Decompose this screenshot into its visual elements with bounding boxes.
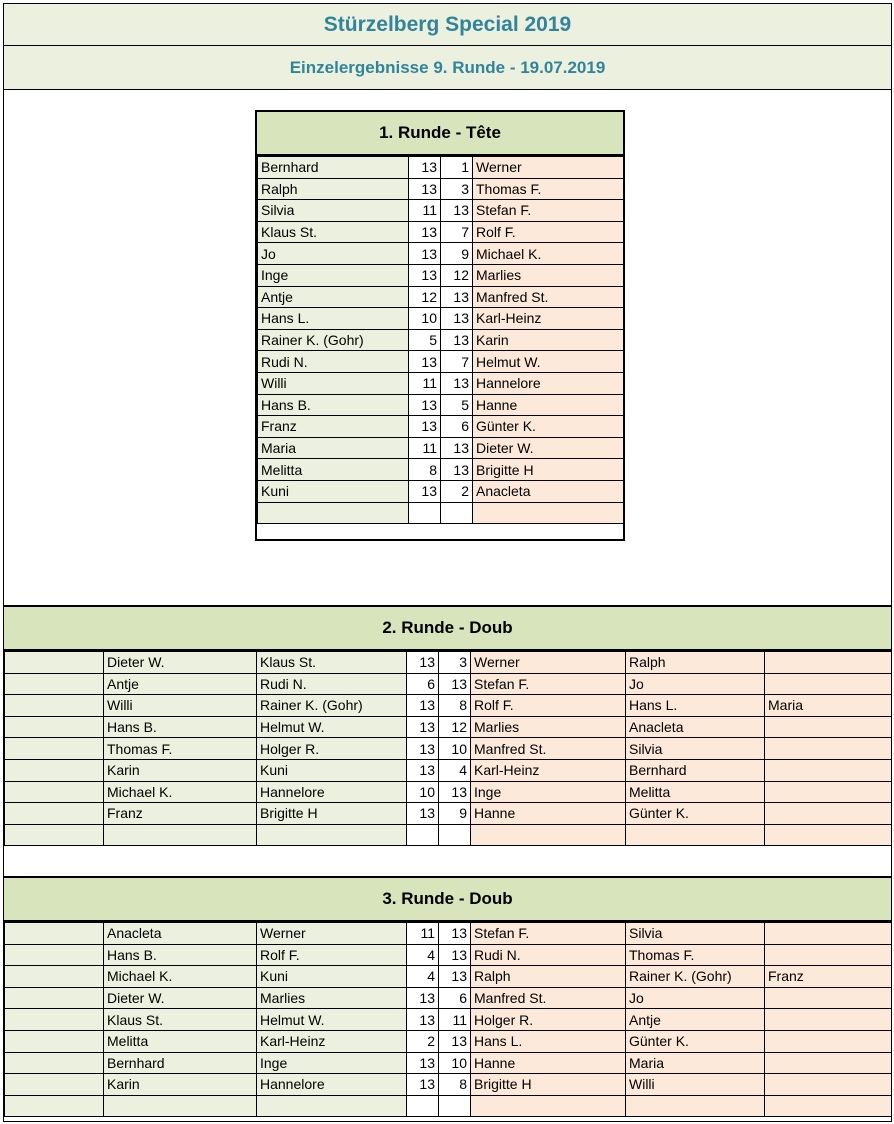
- team-right-player-1: Hans L.: [471, 1030, 626, 1052]
- team-left-player-1: Bernhard: [104, 1052, 257, 1074]
- table-row: [5, 987, 892, 1009]
- team-left-player-2: Werner: [257, 923, 407, 945]
- table-row: [258, 502, 624, 524]
- team-right-player-2: Melitta: [626, 781, 765, 803]
- team-left-extra: [5, 987, 104, 1009]
- player-right: Hannelore: [473, 372, 624, 394]
- team-right-player-1: Stefan F.: [471, 923, 626, 945]
- team-right-player-2: Antje: [626, 1009, 765, 1031]
- player-left: Inge: [258, 264, 409, 286]
- team-right-player-2: Hans L.: [626, 695, 765, 717]
- score-left: 13: [407, 1009, 439, 1031]
- score-left: 13: [407, 716, 439, 738]
- table-row: [258, 394, 624, 416]
- score-left: 8: [409, 459, 441, 481]
- table-row: [258, 329, 624, 351]
- table-row: [258, 372, 624, 394]
- player-right: [473, 502, 624, 524]
- team-right-player-1: Manfred St.: [471, 987, 626, 1009]
- team-left-extra: [5, 1074, 104, 1096]
- score-left: 13: [407, 803, 439, 825]
- team-right-player-3: [765, 738, 892, 760]
- score-left: 11: [409, 437, 441, 459]
- table-row: [258, 437, 624, 459]
- team-right-player-3: [765, 1030, 892, 1052]
- team-right-player-1: Brigitte H: [471, 1074, 626, 1096]
- round3-table: [4, 922, 892, 1117]
- table-row: [5, 1009, 892, 1031]
- team-left-player-1: Dieter W.: [104, 652, 257, 674]
- team-right-player-2: Günter K.: [626, 803, 765, 825]
- table-row: [258, 178, 624, 200]
- player-right: Brigitte H: [473, 459, 624, 481]
- team-right-player-2: Thomas F.: [626, 944, 765, 966]
- player-left: Rainer K. (Gohr): [258, 329, 409, 351]
- score-left: 13: [407, 759, 439, 781]
- team-right-player-3: [765, 1074, 892, 1096]
- score-right: 11: [439, 1009, 471, 1031]
- player-right: Thomas F.: [473, 178, 624, 200]
- team-right-player-3: [765, 1052, 892, 1074]
- team-left-player-1: [104, 824, 257, 846]
- score-right: [441, 502, 473, 524]
- score-right: [439, 824, 471, 846]
- table-row: [5, 738, 892, 760]
- table-row: [5, 673, 892, 695]
- team-left-extra: [5, 738, 104, 760]
- team-left-player-1: Hans B.: [104, 944, 257, 966]
- team-left-extra: [5, 944, 104, 966]
- table-row: [258, 459, 624, 481]
- team-left-extra: [5, 1052, 104, 1074]
- table-row: [5, 695, 892, 717]
- table-row: [258, 221, 624, 243]
- score-right: 7: [441, 221, 473, 243]
- score-right: 8: [439, 695, 471, 717]
- team-right-player-2: Bernhard: [626, 759, 765, 781]
- team-right-player-3: [765, 944, 892, 966]
- team-left-player-2: Brigitte H: [257, 803, 407, 825]
- team-right-player-1: Werner: [471, 652, 626, 674]
- score-left: 11: [409, 200, 441, 222]
- team-left-player-1: Karin: [104, 759, 257, 781]
- score-right: 13: [441, 308, 473, 330]
- table-row: [258, 416, 624, 438]
- player-left: [258, 502, 409, 524]
- score-right: 12: [441, 264, 473, 286]
- score-left: 13: [407, 987, 439, 1009]
- team-right-player-2: Silvia: [626, 738, 765, 760]
- team-left-extra: [5, 716, 104, 738]
- score-right: 3: [439, 652, 471, 674]
- table-row: [5, 966, 892, 988]
- team-left-player-2: Helmut W.: [257, 716, 407, 738]
- team-left-extra: [5, 803, 104, 825]
- player-right: Karin: [473, 329, 624, 351]
- table-row: [5, 1095, 892, 1117]
- score-left: 2: [407, 1030, 439, 1052]
- table-row: [5, 1030, 892, 1052]
- round2-table: [4, 651, 892, 846]
- score-left: 10: [407, 781, 439, 803]
- team-left-extra: [5, 923, 104, 945]
- team-left-player-2: Holger R.: [257, 738, 407, 760]
- score-left: 13: [409, 221, 441, 243]
- score-left: 13: [407, 1074, 439, 1096]
- score-right: 10: [439, 738, 471, 760]
- team-left-player-1: Willi: [104, 695, 257, 717]
- score-left: 6: [407, 673, 439, 695]
- score-right: 9: [441, 243, 473, 265]
- score-left: [409, 502, 441, 524]
- player-right: Karl-Heinz: [473, 308, 624, 330]
- score-left: 13: [409, 178, 441, 200]
- team-left-player-2: Marlies: [257, 987, 407, 1009]
- score-right: 13: [441, 286, 473, 308]
- table-row: [5, 1074, 892, 1096]
- team-right-player-2: Willi: [626, 1074, 765, 1096]
- team-right-player-1: Karl-Heinz: [471, 759, 626, 781]
- player-left: Ralph: [258, 178, 409, 200]
- team-left-player-2: Rudi N.: [257, 673, 407, 695]
- score-right: 13: [439, 966, 471, 988]
- team-right-player-3: [765, 824, 892, 846]
- round1-table: [257, 156, 624, 524]
- player-right: Anacleta: [473, 480, 624, 502]
- team-left-player-1: Melitta: [104, 1030, 257, 1052]
- table-row: [258, 308, 624, 330]
- team-left-extra: [5, 824, 104, 846]
- score-right: 2: [441, 480, 473, 502]
- team-right-player-1: [471, 824, 626, 846]
- team-left-extra: [5, 673, 104, 695]
- team-left-player-1: [104, 1095, 257, 1117]
- team-left-extra: [5, 759, 104, 781]
- team-left-player-2: Hannelore: [257, 781, 407, 803]
- score-right: 6: [439, 987, 471, 1009]
- team-right-player-2: [626, 824, 765, 846]
- player-left: Willi: [258, 372, 409, 394]
- team-right-player-1: [471, 1095, 626, 1117]
- player-left: Silvia: [258, 200, 409, 222]
- results-sheet: [3, 3, 892, 1122]
- score-left: 13: [407, 738, 439, 760]
- player-left: Kuni: [258, 480, 409, 502]
- team-left-player-1: Franz: [104, 803, 257, 825]
- page-subtitle: Einzelergebnisse 9. Runde - 19.07.2019: [4, 46, 891, 90]
- team-right-player-1: Rudi N.: [471, 944, 626, 966]
- score-right: 3: [441, 178, 473, 200]
- score-right: 13: [441, 437, 473, 459]
- team-left-player-2: Rolf F.: [257, 944, 407, 966]
- player-right: Werner: [473, 157, 624, 179]
- score-left: 13: [409, 157, 441, 179]
- team-left-extra: [5, 1009, 104, 1031]
- round2-title: 2. Runde - Doub: [4, 605, 891, 651]
- team-right-player-3: [765, 803, 892, 825]
- table-row: [258, 351, 624, 373]
- player-left: Bernhard: [258, 157, 409, 179]
- score-left: [407, 824, 439, 846]
- score-right: 5: [441, 394, 473, 416]
- score-left: 12: [409, 286, 441, 308]
- score-left: 13: [407, 652, 439, 674]
- player-right: Günter K.: [473, 416, 624, 438]
- score-right: 7: [441, 351, 473, 373]
- score-right: 8: [439, 1074, 471, 1096]
- table-row: [258, 243, 624, 265]
- team-right-player-1: Hanne: [471, 803, 626, 825]
- round3-title: 3. Runde - Doub: [4, 876, 891, 922]
- team-right-player-2: Ralph: [626, 652, 765, 674]
- score-right: 13: [439, 1030, 471, 1052]
- score-left: 13: [409, 264, 441, 286]
- team-right-player-1: Stefan F.: [471, 673, 626, 695]
- score-left: 13: [409, 394, 441, 416]
- team-left-player-2: Karl-Heinz: [257, 1030, 407, 1052]
- player-right: Manfred St.: [473, 286, 624, 308]
- team-right-player-3: [765, 716, 892, 738]
- score-right: 13: [439, 673, 471, 695]
- team-left-player-1: Michael K.: [104, 781, 257, 803]
- team-right-player-3: [765, 1009, 892, 1031]
- team-left-player-2: Helmut W.: [257, 1009, 407, 1031]
- team-left-player-2: [257, 1095, 407, 1117]
- score-left: 4: [407, 966, 439, 988]
- score-right: 6: [441, 416, 473, 438]
- score-right: 12: [439, 716, 471, 738]
- player-left: Rudi N.: [258, 351, 409, 373]
- team-right-player-1: Manfred St.: [471, 738, 626, 760]
- player-left: Antje: [258, 286, 409, 308]
- team-right-player-3: [765, 923, 892, 945]
- team-right-player-1: Marlies: [471, 716, 626, 738]
- table-row: [5, 652, 892, 674]
- player-left: Jo: [258, 243, 409, 265]
- team-right-player-3: [765, 652, 892, 674]
- table-row: [5, 781, 892, 803]
- team-right-player-1: Rolf F.: [471, 695, 626, 717]
- player-right: Michael K.: [473, 243, 624, 265]
- score-left: 4: [407, 944, 439, 966]
- table-row: [258, 480, 624, 502]
- score-right: [439, 1095, 471, 1117]
- table-row: [258, 200, 624, 222]
- team-right-player-2: [626, 1095, 765, 1117]
- score-right: 13: [441, 329, 473, 351]
- team-left-extra: [5, 695, 104, 717]
- player-right: Stefan F.: [473, 200, 624, 222]
- table-row: [5, 759, 892, 781]
- player-right: Hanne: [473, 394, 624, 416]
- team-left-extra: [5, 652, 104, 674]
- score-right: 13: [439, 944, 471, 966]
- team-left-extra: [5, 966, 104, 988]
- team-left-player-1: Karin: [104, 1074, 257, 1096]
- table-row: [258, 157, 624, 179]
- team-right-player-3: [765, 987, 892, 1009]
- score-left: 13: [409, 243, 441, 265]
- player-right: Rolf F.: [473, 221, 624, 243]
- team-right-player-1: Holger R.: [471, 1009, 626, 1031]
- team-left-player-2: Inge: [257, 1052, 407, 1074]
- team-left-extra: [5, 781, 104, 803]
- team-right-player-2: Jo: [626, 987, 765, 1009]
- score-right: 4: [439, 759, 471, 781]
- team-right-player-3: Maria: [765, 695, 892, 717]
- player-right: Marlies: [473, 264, 624, 286]
- team-left-player-1: Anacleta: [104, 923, 257, 945]
- score-right: 13: [441, 200, 473, 222]
- team-left-player-1: Antje: [104, 673, 257, 695]
- table-row: [258, 286, 624, 308]
- team-left-extra: [5, 1095, 104, 1117]
- table-row: [5, 824, 892, 846]
- team-right-player-3: [765, 781, 892, 803]
- player-left: Melitta: [258, 459, 409, 481]
- team-right-player-1: Inge: [471, 781, 626, 803]
- team-left-player-1: Dieter W.: [104, 987, 257, 1009]
- table-row: [5, 923, 892, 945]
- score-left: 10: [409, 308, 441, 330]
- score-left: 13: [409, 351, 441, 373]
- team-left-player-2: Rainer K. (Gohr): [257, 695, 407, 717]
- team-left-player-1: Thomas F.: [104, 738, 257, 760]
- page-title: Stürzelberg Special 2019: [4, 4, 891, 46]
- score-left: 13: [409, 480, 441, 502]
- team-left-player-1: Michael K.: [104, 966, 257, 988]
- round1-panel: [255, 110, 625, 541]
- team-left-player-2: Hannelore: [257, 1074, 407, 1096]
- player-left: Hans B.: [258, 394, 409, 416]
- team-right-player-2: Jo: [626, 673, 765, 695]
- team-right-player-3: Franz: [765, 966, 892, 988]
- score-left: [407, 1095, 439, 1117]
- player-left: Franz: [258, 416, 409, 438]
- team-left-player-2: Klaus St.: [257, 652, 407, 674]
- table-row: [5, 803, 892, 825]
- score-left: 5: [409, 329, 441, 351]
- team-right-player-2: Rainer K. (Gohr): [626, 966, 765, 988]
- team-left-player-2: Kuni: [257, 759, 407, 781]
- player-right: Dieter W.: [473, 437, 624, 459]
- score-right: 13: [439, 781, 471, 803]
- score-left: 13: [409, 416, 441, 438]
- player-left: Maria: [258, 437, 409, 459]
- score-left: 11: [407, 923, 439, 945]
- score-left: 13: [407, 695, 439, 717]
- score-left: 11: [409, 372, 441, 394]
- team-left-player-2: Kuni: [257, 966, 407, 988]
- player-right: Helmut W.: [473, 351, 624, 373]
- team-right-player-1: Ralph: [471, 966, 626, 988]
- team-left-player-1: Hans B.: [104, 716, 257, 738]
- table-row: [5, 1052, 892, 1074]
- score-right: 9: [439, 803, 471, 825]
- table-row: [5, 716, 892, 738]
- team-right-player-3: [765, 1095, 892, 1117]
- score-right: 13: [441, 372, 473, 394]
- team-right-player-1: Hanne: [471, 1052, 626, 1074]
- team-left-extra: [5, 1030, 104, 1052]
- player-left: Klaus St.: [258, 221, 409, 243]
- team-right-player-3: [765, 673, 892, 695]
- team-left-player-2: [257, 824, 407, 846]
- score-right: 10: [439, 1052, 471, 1074]
- table-row: [5, 944, 892, 966]
- score-right: 1: [441, 157, 473, 179]
- score-right: 13: [439, 923, 471, 945]
- team-right-player-2: Maria: [626, 1052, 765, 1074]
- team-right-player-2: Anacleta: [626, 716, 765, 738]
- player-left: Hans L.: [258, 308, 409, 330]
- table-row: [258, 264, 624, 286]
- score-right: 13: [441, 459, 473, 481]
- team-right-player-2: Silvia: [626, 923, 765, 945]
- team-right-player-2: Günter K.: [626, 1030, 765, 1052]
- team-right-player-3: [765, 759, 892, 781]
- score-left: 13: [407, 1052, 439, 1074]
- team-left-player-1: Klaus St.: [104, 1009, 257, 1031]
- round1-title: 1. Runde - Tête: [257, 112, 623, 156]
